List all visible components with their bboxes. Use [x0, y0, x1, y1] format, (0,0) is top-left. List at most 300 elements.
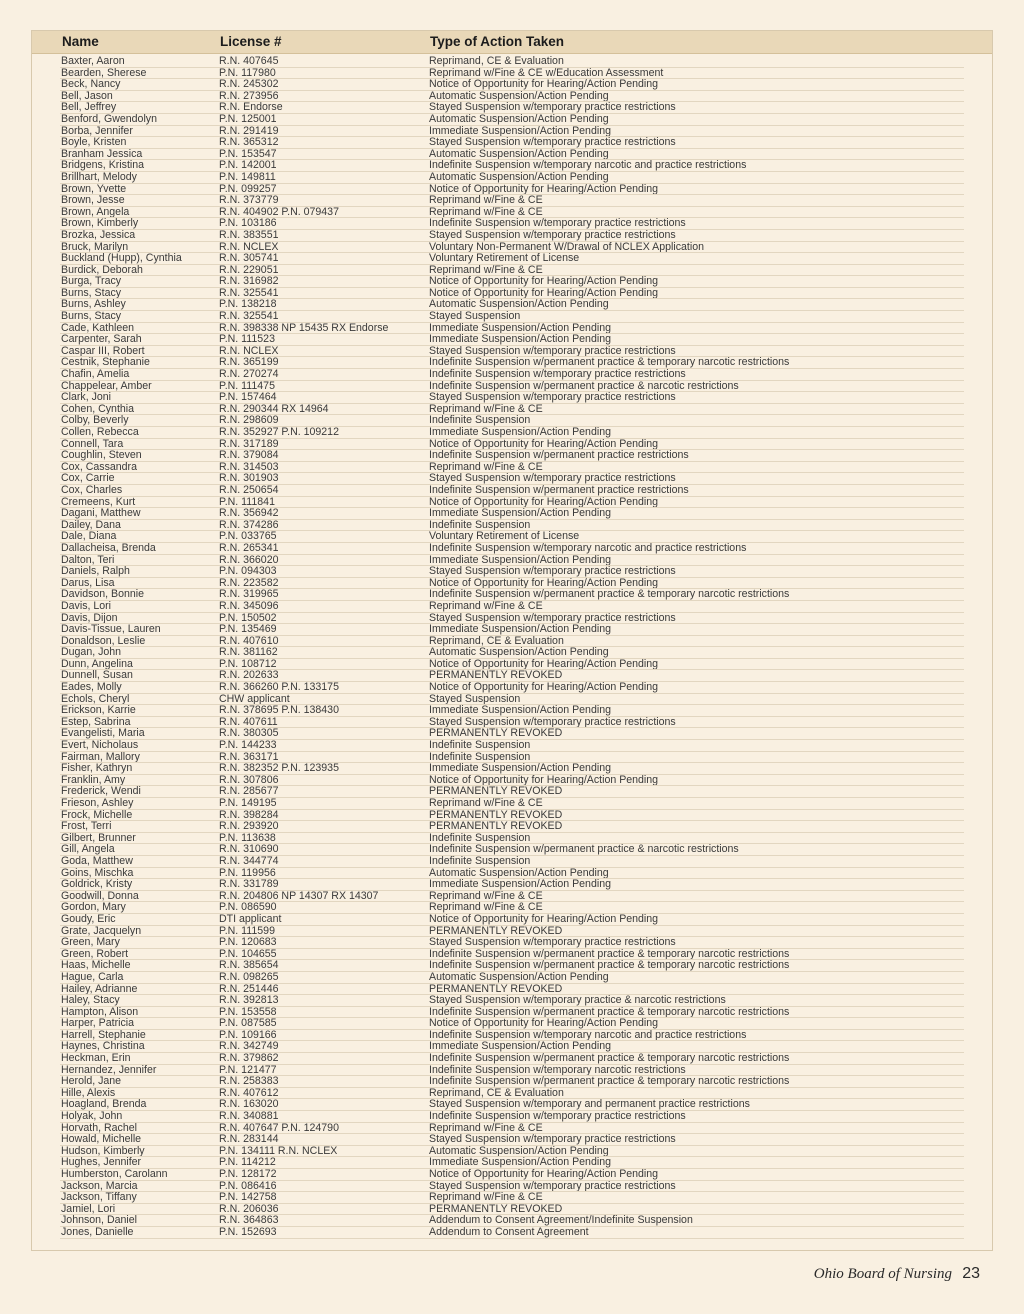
cell-action: Notice of Opportunity for Hearing/Action Pending [429, 681, 659, 694]
cell-action: PERMANENTLY REVOKED [429, 669, 563, 682]
cell-license: R.N. 363171 [219, 750, 279, 763]
cell-license: R.N. 342749 [219, 1040, 279, 1053]
cell-license: P.N. 120683 [219, 936, 277, 949]
table-row [32, 253, 992, 265]
cell-action: Automatic Suspension/Action Pending [429, 147, 609, 160]
cell-license: R.N. 379862 [219, 1052, 279, 1065]
table-row [32, 682, 992, 694]
cell-license: R.N. 298609 [219, 414, 279, 427]
table-row [32, 995, 992, 1007]
cell-license: R.N. 344774 [219, 854, 279, 867]
cell-license: R.N. 407645 [219, 55, 279, 67]
table-row [32, 1053, 992, 1065]
cell-name: Cohen, Cynthia [61, 402, 135, 415]
cell-name: Collen, Rebecca [61, 426, 139, 438]
cell-name: Carpenter, Sarah [61, 333, 142, 346]
cell-action: Immediate Suspension/Action Pending [429, 1040, 611, 1053]
cell-action: Notice of Opportunity for Hearing/Action Pending [429, 657, 659, 670]
cell-name: Cremeens, Kurt [61, 495, 136, 508]
cell-name: Jamiel, Lori [61, 1202, 116, 1215]
table-row [32, 1227, 992, 1239]
cell-license: R.N. 407647 P.N. 124790 [219, 1121, 339, 1134]
cell-license: R.N. 258383 [219, 1075, 279, 1088]
cell-name: Evangelisti, Maria [61, 727, 145, 740]
cell-name: Hampton, Alison [61, 1005, 139, 1018]
cell-license: P.N. 144233 [219, 739, 277, 752]
cell-name: Frieson, Ashley [61, 797, 134, 809]
cell-name: Johnson, Daniel [61, 1214, 137, 1227]
cell-license: R.N. 325541 [219, 310, 279, 323]
cell-name: Bell, Jason [61, 89, 113, 102]
table-row [32, 543, 992, 555]
cell-name: Burns, Stacy [61, 310, 122, 323]
cell-license: P.N. 086590 [219, 901, 277, 914]
cell-action: Notice of Opportunity for Hearing/Action Pending [429, 495, 659, 508]
cell-name: Davis, Dijon [61, 611, 118, 624]
cell-name: Humberston, Carolann [61, 1168, 168, 1180]
cell-action: Reprimand w/Fine & CE [429, 402, 543, 415]
cell-action: Indefinite Suspension w/permanent practice & temporary narcotic restrictions [429, 356, 790, 369]
cell-name: Burga, Tracy [61, 275, 122, 288]
cell-action: Reprimand w/Fine & CE [429, 889, 543, 902]
table-row [32, 856, 992, 868]
table-row [32, 972, 992, 984]
table-row [32, 311, 992, 323]
cell-action: Addendum to Consent Agreement/Indefinite Suspension [429, 1214, 693, 1227]
table-row [32, 566, 992, 578]
table-row [32, 195, 992, 207]
cell-action: Automatic Suspension/Action Pending [429, 1144, 609, 1157]
cell-license: P.N. 111523 [219, 333, 275, 346]
cell-name: Daniels, Ralph [61, 565, 130, 578]
table-row [32, 879, 992, 891]
cell-name: Haley, Stacy [61, 994, 120, 1007]
cell-action: Immediate Suspension/Action Pending [429, 1156, 611, 1169]
cell-action: PERMANENTLY REVOKED [429, 727, 563, 740]
cell-name: Brown, Angela [61, 205, 130, 218]
cell-name: Goodwill, Donna [61, 889, 139, 902]
cell-action: Notice of Opportunity for Hearing/Action Pending [429, 576, 659, 589]
cell-license: P.N. 138218 [219, 298, 277, 311]
cell-license: R.N. 352927 P.N. 109212 [219, 426, 339, 438]
cell-name: Brillhart, Melody [61, 170, 137, 183]
header-name: Name [62, 34, 99, 49]
cell-license: R.N. 398338 NP 15435 RX Endorse [219, 321, 389, 334]
table-row [32, 798, 992, 810]
cell-action: PERMANENTLY REVOKED [429, 924, 563, 937]
cell-license: R.N. 229051 [219, 263, 279, 276]
cell-name: Donaldson, Leslie [61, 634, 146, 647]
cell-action: Indefinite Suspension [429, 739, 531, 752]
cell-action: Notice of Opportunity for Hearing/Action Pending [429, 78, 659, 91]
cell-name: Brown, Kimberly [61, 217, 139, 230]
cell-action: Automatic Suspension/Action Pending [429, 970, 609, 983]
cell-license: R.N. 251446 [219, 982, 279, 995]
cell-action: Immediate Suspension/Action Pending [429, 762, 611, 775]
cell-name: Brozka, Jessica [61, 228, 136, 241]
cell-license: P.N. 109166 [219, 1028, 277, 1041]
header-license: License # [220, 34, 282, 49]
cell-license: R.N. Endorse [219, 101, 283, 114]
cell-action: Indefinite Suspension w/temporary narcotic and practice restrictions [429, 159, 747, 172]
cell-action: Voluntary Retirement of License [429, 530, 580, 543]
cell-action: Voluntary Non-Permanent W/Drawal of NCLEX Application [429, 240, 704, 253]
cell-action: Immediate Suspension/Action Pending [429, 321, 611, 334]
cell-action: Indefinite Suspension w/permanent practice restrictions [429, 449, 689, 462]
cell-action: Indefinite Suspension w/permanent practice & temporary narcotic restrictions [429, 947, 790, 960]
cell-action: Indefinite Suspension w/permanent practice & temporary narcotic restrictions [429, 588, 790, 601]
cell-action: Stayed Suspension w/temporary practice restrictions [429, 136, 676, 149]
cell-action: Notice of Opportunity for Hearing/Action Pending [429, 1017, 659, 1030]
cell-name: Franklin, Amy [61, 773, 126, 786]
cell-license: P.N. 111475 [219, 379, 275, 392]
cell-license: R.N. 316982 [219, 275, 279, 288]
cell-name: Horvath, Rachel [61, 1121, 137, 1134]
cell-license: R.N. 285677 [219, 785, 279, 798]
cell-name: Green, Mary [61, 936, 120, 949]
cell-action: Indefinite Suspension w/temporary practice restrictions [429, 1110, 686, 1123]
cell-action: Automatic Suspension/Action Pending [429, 298, 609, 311]
cell-name: Brown, Jesse [61, 194, 125, 207]
cell-action: PERMANENTLY REVOKED [429, 1202, 563, 1215]
cell-name: Frost, Terri [61, 820, 112, 833]
cell-action: Immediate Suspension/Action Pending [429, 878, 611, 891]
cell-action: Notice of Opportunity for Hearing/Action Pending [429, 437, 659, 450]
cell-license: R.N. 163020 [219, 1098, 279, 1111]
cell-action: Automatic Suspension/Action Pending [429, 112, 609, 125]
cell-name: Hudson, Kimberly [61, 1144, 145, 1157]
table-header [32, 31, 992, 54]
cell-name: Cade, Kathleen [61, 321, 135, 334]
cell-name: Borba, Jennifer [61, 124, 133, 137]
cell-name: Gill, Angela [61, 843, 115, 856]
cell-name: Holyak, John [61, 1110, 123, 1123]
cell-license: R.N. 373779 [219, 194, 279, 207]
cell-license: R.N. 382352 P.N. 123935 [219, 762, 339, 775]
table-row [32, 937, 992, 949]
cell-name: Hernandez, Jennifer [61, 1063, 157, 1076]
cell-license: P.N. 114212 [219, 1156, 276, 1169]
cell-action: Stayed Suspension w/temporary practice restrictions [429, 715, 676, 728]
cell-name: Gordon, Mary [61, 901, 126, 914]
cell-action: Indefinite Suspension w/temporary practice restrictions [429, 217, 686, 230]
cell-license: R.N. 223582 [219, 576, 279, 589]
cell-license: P.N. 111599 [219, 924, 275, 937]
cell-name: Goins, Mischka [61, 866, 134, 879]
cell-action: Stayed Suspension w/temporary practice restrictions [429, 101, 676, 114]
cell-name: Dale, Diana [61, 530, 117, 543]
cell-name: Chafin, Amelia [61, 368, 130, 381]
cell-action: Stayed Suspension w/temporary practice restrictions [429, 936, 676, 949]
cell-name: Dugan, John [61, 646, 122, 659]
cell-action: Immediate Suspension/Action Pending [429, 426, 611, 438]
cell-license: R.N. 380305 [219, 727, 279, 740]
cell-action: Indefinite Suspension w/temporary narcotic restrictions [429, 1063, 686, 1076]
cell-license: P.N. 157464 [219, 391, 277, 404]
table-row [32, 485, 992, 497]
table-row [32, 1169, 992, 1181]
cell-name: Goda, Matthew [61, 854, 133, 867]
cell-action: Immediate Suspension/Action Pending [429, 507, 611, 520]
cell-action: Reprimand w/Fine & CE w/Education Assessment [429, 66, 664, 79]
cell-action: Indefinite Suspension w/temporary narcotic and practice restrictions [429, 541, 747, 554]
cell-name: Eades, Molly [61, 681, 122, 694]
cell-action: Immediate Suspension/Action Pending [429, 623, 611, 636]
cell-action: Indefinite Suspension w/temporary practice restrictions [429, 368, 686, 381]
cell-action: Reprimand, CE & Evaluation [429, 634, 564, 647]
cell-action: Reprimand w/Fine & CE [429, 263, 543, 276]
cell-action: Notice of Opportunity for Hearing/Action Pending [429, 773, 659, 786]
cell-action: Reprimand w/Fine & CE [429, 460, 543, 473]
cell-name: Jones, Danielle [61, 1225, 134, 1238]
cell-license: R.N. 404902 P.N. 079437 [219, 205, 339, 218]
cell-name: Darus, Lisa [61, 576, 115, 589]
cell-action: Indefinite Suspension w/permanent practice & narcotic restrictions [429, 379, 739, 392]
cell-name: Cox, Cassandra [61, 460, 137, 473]
cell-license: R.N. 385654 [219, 959, 279, 972]
cell-name: Burns, Stacy [61, 286, 122, 299]
cell-name: Davidson, Bonnie [61, 588, 145, 601]
cell-action: PERMANENTLY REVOKED [429, 820, 563, 833]
cell-name: Hughes, Jennifer [61, 1156, 142, 1169]
cell-name: Hoagland, Brenda [61, 1098, 147, 1111]
cell-name: Dunnell, Susan [61, 669, 133, 682]
cell-name: Hailey, Adrianne [61, 982, 138, 995]
cell-action: Immediate Suspension/Action Pending [429, 124, 611, 137]
cell-action: PERMANENTLY REVOKED [429, 982, 563, 995]
cell-action: Stayed Suspension w/temporary practice restrictions [429, 228, 676, 241]
cell-name: Jackson, Tiffany [61, 1191, 137, 1204]
cell-name: Buckland (Hupp), Cynthia [61, 252, 182, 265]
cell-name: Bearden, Sherese [61, 66, 147, 79]
cell-license: P.N. 087585 [219, 1017, 277, 1030]
cell-action: Reprimand w/Fine & CE [429, 194, 543, 207]
cell-name: Clark, Joni [61, 391, 112, 404]
cell-license: R.N. 331789 [219, 878, 279, 891]
table-row [32, 230, 992, 242]
cell-action: Reprimand w/Fine & CE [429, 205, 543, 218]
cell-license: R.N. 291419 [219, 124, 279, 137]
cell-name: Goldrick, Kristy [61, 878, 133, 891]
cell-license: R.N. 283144 [219, 1133, 279, 1146]
cell-license: R.N. 365312 [219, 136, 279, 149]
cell-action: Stayed Suspension w/temporary practice restrictions [429, 472, 676, 485]
cell-license: P.N. 104655 [219, 947, 277, 960]
cell-action: PERMANENTLY REVOKED [429, 785, 563, 798]
cell-license: CHW applicant [219, 692, 290, 705]
cell-name: Frock, Michelle [61, 808, 133, 821]
cell-name: Harper, Patricia [61, 1017, 135, 1030]
cell-license: R.N. 378695 P.N. 138430 [219, 704, 339, 717]
cell-action: Automatic Suspension/Action Pending [429, 89, 609, 102]
cell-license: R.N. 270274 [219, 368, 279, 381]
cell-action: Stayed Suspension w/temporary practice restrictions [429, 611, 676, 624]
cell-license: R.N. 273956 [219, 89, 279, 102]
cell-action: Indefinite Suspension [429, 414, 531, 427]
cell-name: Haynes, Christina [61, 1040, 145, 1053]
cell-action: Stayed Suspension [429, 692, 521, 705]
cell-license: P.N. 108712 [219, 657, 277, 670]
cell-name: Haas, Michelle [61, 959, 131, 972]
cell-license: R.N. 407610 [219, 634, 279, 647]
cell-action: Automatic Suspension/Action Pending [429, 170, 609, 183]
cell-action: Reprimand, CE & Evaluation [429, 55, 564, 67]
cell-action: Indefinite Suspension [429, 750, 531, 763]
cell-action: Reprimand, CE & Evaluation [429, 1086, 564, 1099]
table-row [32, 114, 992, 126]
cell-action: Indefinite Suspension w/temporary narcotic and practice restrictions [429, 1028, 747, 1041]
cell-name: Frederick, Wendi [61, 785, 141, 798]
cell-action: PERMANENTLY REVOKED [429, 808, 563, 821]
cell-action: Reprimand w/Fine & CE [429, 599, 543, 612]
cell-license: R.N. 245302 [219, 78, 279, 91]
cell-license: DTI applicant [219, 912, 282, 925]
cell-license: P.N. 094303 [219, 565, 277, 578]
cell-name: Estep, Sabrina [61, 715, 131, 728]
cell-name: Burns, Ashley [61, 298, 126, 311]
cell-license: P.N. 117980 [219, 66, 276, 79]
page-number: 23 [962, 1265, 980, 1282]
cell-name: Bridgens, Kristina [61, 159, 145, 172]
cell-license: R.N. 204806 NP 14307 RX 14307 [219, 889, 379, 902]
cell-license: R.N. 366260 P.N. 133175 [219, 681, 339, 694]
cell-action: Indefinite Suspension [429, 518, 531, 531]
table-row [32, 369, 992, 381]
cell-action: Indefinite Suspension w/permanent practice & temporary narcotic restrictions [429, 1005, 790, 1018]
cell-license: R.N. 407611 [219, 715, 278, 728]
cell-name: Harrell, Stephanie [61, 1028, 146, 1041]
cell-action: Indefinite Suspension [429, 831, 531, 844]
cell-license: P.N. 121477 [219, 1063, 277, 1076]
cell-license: R.N. 314503 [219, 460, 279, 473]
table-row [32, 601, 992, 613]
cell-license: R.N. 250654 [219, 483, 279, 496]
cell-license: R.N. 407612 [219, 1086, 279, 1099]
cell-name: Dailey, Dana [61, 518, 121, 531]
cell-name: Bell, Jeffrey [61, 101, 117, 114]
cell-name: Dallacheisa, Brenda [61, 541, 156, 554]
cell-action: Indefinite Suspension w/permanent practice & temporary narcotic restrictions [429, 959, 790, 972]
cell-license: R.N. 310690 [219, 843, 279, 856]
cell-action: Immediate Suspension/Action Pending [429, 704, 611, 717]
cell-license: P.N. 113638 [219, 831, 276, 844]
cell-license: R.N. NCLEX [219, 344, 279, 357]
cell-name: Evert, Nicholaus [61, 739, 139, 752]
table-row [32, 56, 992, 68]
cell-name: Caspar III, Robert [61, 344, 145, 357]
cell-license: R.N. 301903 [219, 472, 279, 485]
cell-name: Jackson, Marcia [61, 1179, 138, 1192]
actions-table [31, 30, 993, 1251]
cell-action: Indefinite Suspension w/permanent practice & temporary narcotic restrictions [429, 1052, 790, 1065]
cell-license: P.N. 149811 [219, 170, 276, 183]
cell-license: P.N. 149195 [219, 797, 277, 809]
cell-action: Indefinite Suspension w/permanent practice & temporary narcotic restrictions [429, 1075, 790, 1088]
cell-license: R.N. 345096 [219, 599, 279, 612]
cell-name: Cestnik, Stephanie [61, 356, 150, 369]
cell-license: P.N. 099257 [219, 182, 277, 195]
cell-action: Immediate Suspension/Action Pending [429, 553, 611, 566]
cell-name: Echols, Cheryl [61, 692, 130, 705]
cell-name: Erickson, Karrie [61, 704, 136, 717]
cell-action: Stayed Suspension w/temporary practice restrictions [429, 1179, 676, 1192]
cell-name: Fisher, Kathryn [61, 762, 133, 775]
cell-name: Goudy, Eric [61, 912, 116, 925]
table-body [32, 56, 992, 1239]
table-row [32, 137, 992, 149]
cell-name: Boyle, Kristen [61, 136, 127, 149]
cell-license: R.N. 265341 [219, 541, 279, 554]
cell-license: R.N. 398284 [219, 808, 279, 821]
cell-license: P.N. 134111 R.N. NCLEX [219, 1144, 338, 1157]
cell-license: R.N. 317189 [219, 437, 279, 450]
cell-license: P.N. 142001 [219, 159, 277, 172]
cell-license: P.N. 142758 [219, 1191, 277, 1204]
cell-action: Notice of Opportunity for Hearing/Action Pending [429, 1168, 659, 1180]
cell-name: Brown, Yvette [61, 182, 127, 195]
cell-action: Addendum to Consent Agreement [429, 1225, 589, 1238]
cell-license: R.N. 290344 RX 14964 [219, 402, 329, 415]
cell-license: R.N. 392813 [219, 994, 279, 1007]
cell-license: R.N. 293920 [219, 820, 279, 833]
cell-action: Stayed Suspension [429, 310, 521, 323]
cell-action: Reprimand w/Fine & CE [429, 901, 543, 914]
cell-name: Dagani, Matthew [61, 507, 141, 520]
cell-name: Grate, Jacquelyn [61, 924, 142, 937]
cell-name: Davis-Tissue, Lauren [61, 623, 161, 636]
cell-license: R.N. 098265 [219, 970, 279, 983]
cell-action: Reprimand w/Fine & CE [429, 1191, 543, 1204]
cell-license: R.N. 356942 [219, 507, 279, 520]
cell-action: Notice of Opportunity for Hearing/Action Pending [429, 182, 659, 195]
cell-license: P.N. 111841 [219, 495, 275, 508]
cell-name: Connell, Tara [61, 437, 124, 450]
cell-name: Howald, Michelle [61, 1133, 142, 1146]
cell-action: Stayed Suspension w/temporary practice & narcotic restrictions [429, 994, 726, 1007]
cell-license: P.N. 119956 [219, 866, 276, 879]
cell-license: P.N. 153547 [219, 147, 277, 160]
cell-license: R.N. 365199 [219, 356, 279, 369]
cell-action: Stayed Suspension w/temporary practice restrictions [429, 1133, 676, 1146]
cell-name: Hille, Alexis [61, 1086, 116, 1099]
cell-name: Benford, Gwendolyn [61, 112, 157, 125]
table-row [32, 172, 992, 184]
cell-action: Automatic Suspension/Action Pending [429, 866, 609, 879]
cell-license: R.N. 374286 [219, 518, 279, 531]
publication-name: Ohio Board of Nursing [813, 1266, 952, 1282]
cell-action: Indefinite Suspension [429, 854, 531, 867]
cell-license: P.N. 153558 [219, 1005, 277, 1018]
cell-action: Automatic Suspension/Action Pending [429, 646, 609, 659]
cell-action: Voluntary Retirement of License [429, 252, 580, 265]
cell-license: R.N. 366020 [219, 553, 279, 566]
cell-license: R.N. 340881 [219, 1110, 279, 1123]
cell-license: R.N. NCLEX [219, 240, 279, 253]
cell-license: P.N. 033765 [219, 530, 277, 543]
cell-license: R.N. 383551 [219, 228, 279, 241]
cell-action: Indefinite Suspension w/permanent practice & narcotic restrictions [429, 843, 739, 856]
cell-name: Fairman, Mallory [61, 750, 140, 763]
cell-name: Bruck, Marilyn [61, 240, 129, 253]
cell-license: R.N. 319965 [219, 588, 279, 601]
cell-name: Burdick, Deborah [61, 263, 143, 276]
cell-action: Stayed Suspension w/temporary practice restrictions [429, 344, 676, 357]
cell-license: R.N. 379084 [219, 449, 279, 462]
cell-name: Gilbert, Brunner [61, 831, 136, 844]
cell-name: Cox, Carrie [61, 472, 115, 485]
cell-name: Colby, Beverly [61, 414, 129, 427]
cell-license: P.N. 150502 [219, 611, 277, 624]
